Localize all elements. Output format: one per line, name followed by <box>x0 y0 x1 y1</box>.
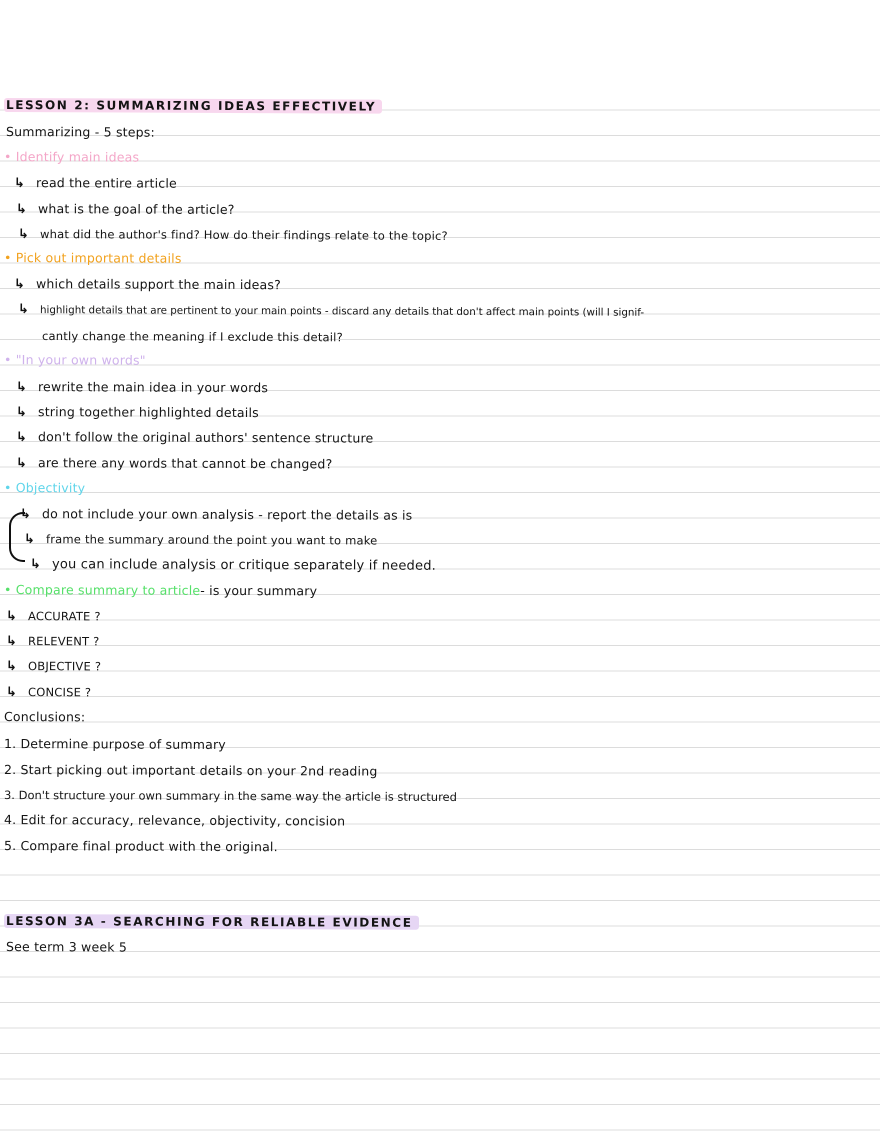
step-2-point-b <box>18 302 644 321</box>
sub-arrow-icon: ↳ <box>13 176 26 192</box>
conclusion-item: 4. Edit for accuracy, relevance, objectivity, concision <box>3 812 346 829</box>
summarizing-intro: Summarizing - 5 steps: <box>5 124 155 140</box>
sub-arrow-icon: ↳ <box>15 456 28 472</box>
sub-arrow-icon: ↳ <box>19 507 32 523</box>
sub-arrow-icon: ↳ <box>13 277 26 293</box>
sub-arrow-icon: ↳ <box>23 532 36 548</box>
lesson-2-title-text: LESSON 2: SUMMARIZING IDEAS EFFECTIVELY <box>4 98 382 114</box>
step-1-point-c-text: what did the author's find? How do their findings relate to the topic? <box>39 227 448 243</box>
step-5-heading-line <box>4 582 317 599</box>
conclusion-item: 3. Don't structure your own summary in the same way the article is structured <box>3 788 457 804</box>
step-3-heading: • "In your own words" <box>3 352 146 368</box>
step-1-point-b <box>16 201 235 219</box>
step-1-point-a-text: read the entire article <box>35 175 177 191</box>
step-2-point-a-text: which details support the main ideas? <box>35 276 282 293</box>
step-1-point-c <box>18 226 448 245</box>
step-2-point-b-continued: cantly change the meaning if I exclude this detail? <box>41 329 343 345</box>
step-1-heading: • Identify main ideas <box>3 149 140 165</box>
step-5-point-d-text: CONCISE ? <box>27 685 92 700</box>
step-3-point-b-text: string together highlighted details <box>37 404 259 421</box>
step-4-point-a <box>20 506 412 525</box>
sub-arrow-icon: ↳ <box>29 557 42 573</box>
sub-arrow-icon: ↳ <box>15 430 28 446</box>
step-2-point-a <box>14 276 281 294</box>
step-5-point-c <box>6 658 101 675</box>
step-2-point-b-text: highlight details that are pertinent to your main points - discard any details that don't affect main points (will I signif- <box>39 304 645 319</box>
step-3-point-a <box>16 379 268 397</box>
step-2-heading: • Pick out important details <box>3 250 182 266</box>
step-5-point-c-text: OBJECTIVE ? <box>27 659 102 674</box>
step-4-point-b <box>24 531 378 550</box>
lesson-3a-title <box>4 913 419 931</box>
step-5-suffix: - is your summary <box>200 582 318 599</box>
lesson-3a-title-text: LESSON 3A - SEARCHING FOR RELIABLE EVIDENCE <box>4 914 419 930</box>
sub-arrow-icon: ↳ <box>17 227 30 243</box>
step-5-point-b-text: RELEVENT ? <box>27 634 100 649</box>
step-3-point-d-text: are there any words that cannot be changed? <box>37 455 333 472</box>
step-1-point-b-text: what is the goal of the article? <box>37 201 235 217</box>
step-4-point-c-text: you can include analysis or critique separately if needed. <box>51 557 437 574</box>
step-1-point-a <box>14 175 177 193</box>
step-5-point-b <box>6 633 100 650</box>
lesson-2-title <box>4 97 382 115</box>
sub-arrow-icon: ↳ <box>17 302 29 318</box>
step-4-point-c <box>30 557 436 575</box>
conclusion-item: 1. Determine purpose of summary <box>3 736 226 752</box>
conclusion-item: 5. Compare final product with the original. <box>3 838 278 855</box>
sub-arrow-icon: ↳ <box>15 380 28 396</box>
step-3-point-a-text: rewrite the main idea in your words <box>37 379 269 396</box>
conclusion-item: 2. Start picking out important details on your 2nd reading <box>3 762 378 779</box>
sub-arrow-icon: ↳ <box>15 405 28 421</box>
lesson-3a-note: See term 3 week 5 <box>5 939 128 955</box>
step-3-point-c <box>16 429 374 448</box>
step-5-point-a-text: ACCURATE ? <box>27 609 101 624</box>
step-5-point-a <box>6 608 101 625</box>
step-3-point-c-text: don't follow the original authors' sentence structure <box>37 429 374 446</box>
sub-arrow-icon: ↳ <box>15 202 28 218</box>
sub-arrow-icon: ↳ <box>5 685 18 701</box>
sub-arrow-icon: ↳ <box>5 609 18 625</box>
conclusions-label: Conclusions: <box>3 709 86 725</box>
step-4-point-a-text: do not include your own analysis - report the details as is <box>41 506 413 523</box>
sub-arrow-icon: ↳ <box>5 659 18 675</box>
step-5-point-d <box>6 684 91 701</box>
step-3-point-d <box>16 455 332 473</box>
step-5-heading: • Compare summary to article <box>3 582 201 598</box>
step-4-point-b-text: frame the summary around the point you want to make <box>45 532 378 548</box>
sub-arrow-icon: ↳ <box>5 634 18 650</box>
step-4-heading: • Objectivity <box>3 480 86 496</box>
step-3-point-b <box>16 404 259 422</box>
